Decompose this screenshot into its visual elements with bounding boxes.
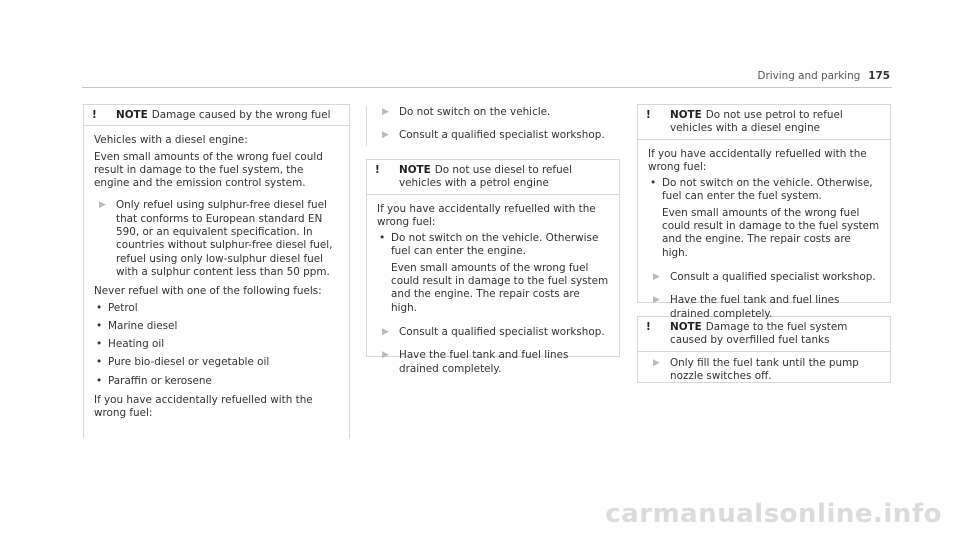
warning-icon: ! [646,109,651,121]
list-item: • Paraffin or kerosene [96,374,212,387]
notice-diesel-in-petrol [366,159,620,375]
warning-icon: ! [375,164,380,176]
list-item: • Do not switch on the vehicle. Otherwise fuel can enter the engine. [379,232,599,258]
notice-petrol-in-diesel [637,104,891,320]
page-header [757,70,890,83]
list-item: • Marine diesel [96,319,178,332]
list-item: • Heating oil [96,338,165,351]
arrow-icon: ▶ [653,357,660,368]
notice-label: NOTE [116,109,148,121]
notice-header [638,317,890,352]
paragraph: If you have accidentally refuelled with the wrong fuel: [377,202,596,228]
notice-title: Damage caused by the wrong fuel [151,109,331,121]
notice-label: NOTE [670,109,702,121]
notice-label: NOTE [670,321,702,333]
instruction-step: ▶ Consult a qualified specialist workshop. [382,325,605,338]
arrow-icon: ▶ [99,200,106,211]
notice-label: NOTE [399,164,431,176]
instruction-step: ▶ Have the fuel tank and fuel lines drained completely. [653,294,840,320]
notice-title: Do not use petrol to refuel vehicles with a diesel engine [670,109,843,135]
notice-title: Damage to the fuel system caused by overfilled fuel tanks [670,321,848,347]
column-1 [82,104,350,439]
watermark: carmanualsonline.info [605,499,942,529]
instruction-step: ▶ Do not switch on the vehicle. [382,106,551,118]
paragraph: Vehicles with a diesel engine: [94,134,248,147]
arrow-icon: ▶ [382,350,389,361]
column-2 [366,104,620,375]
arrow-icon: ▶ [382,107,389,117]
instruction-step: ▶ Consult a qualified specialist workshop. [382,129,605,142]
notice-overfilled-tank [637,316,891,383]
list-item: • Petrol [96,301,138,314]
paragraph: Never refuel with one of the following fuels: [94,285,322,298]
arrow-icon: ▶ [653,271,660,282]
paragraph: Even small amounts of the wrong fuel could result in damage to the fuel system and the engine. The repair costs are high. [662,206,880,259]
page-number: 175 [868,70,890,82]
column-3 [637,104,891,383]
arrow-icon: ▶ [382,326,389,337]
arrow-icon: ▶ [653,295,660,306]
warning-icon: ! [92,109,97,121]
paragraph: Even small amounts of the wrong fuel could result in damage to the fuel system, the engine and the emission control system. [94,150,323,190]
warning-icon: ! [646,321,651,333]
notice-title: Do not use diesel to refuel vehicles with a petrol engine [399,164,572,190]
arrow-icon: ▶ [382,130,389,141]
instruction-step: ▶ Only refuel using sulphur-free diesel fuel that conforms to European standard EN 590, or an equivalent specification. In countries without sulphur-free diesel fuel, refuel using only low-sulphur diesel fuel with a sulphur content less than 50 ppm. [99,199,333,278]
notice-header [84,105,349,126]
notice-header [367,160,619,195]
list-item: • Pure bio-diesel or vegetable oil [96,356,270,369]
notice-wrong-fuel [82,104,350,439]
header-divider [82,87,892,88]
instruction-step: ▶ Have the fuel tank and fuel lines drained completely. [382,349,569,375]
section-title: Driving and parking [757,70,861,82]
paragraph: If you have accidentally refuelled with the wrong fuel: [648,147,867,173]
paragraph: If you have accidentally refuelled with the wrong fuel: [94,394,313,420]
paragraph: Even small amounts of the wrong fuel could result in damage to the fuel system and the engine. The repair costs are high. [391,261,609,314]
instruction-step: ▶ Only fill the fuel tank until the pump nozzle switches off. [653,356,859,382]
instruction-step: ▶ Consult a qualified specialist workshop. [653,270,876,283]
list-item: • Do not switch on the vehicle. Otherwise, fuel can enter the fuel system. [650,177,873,203]
notice-header [638,105,890,140]
